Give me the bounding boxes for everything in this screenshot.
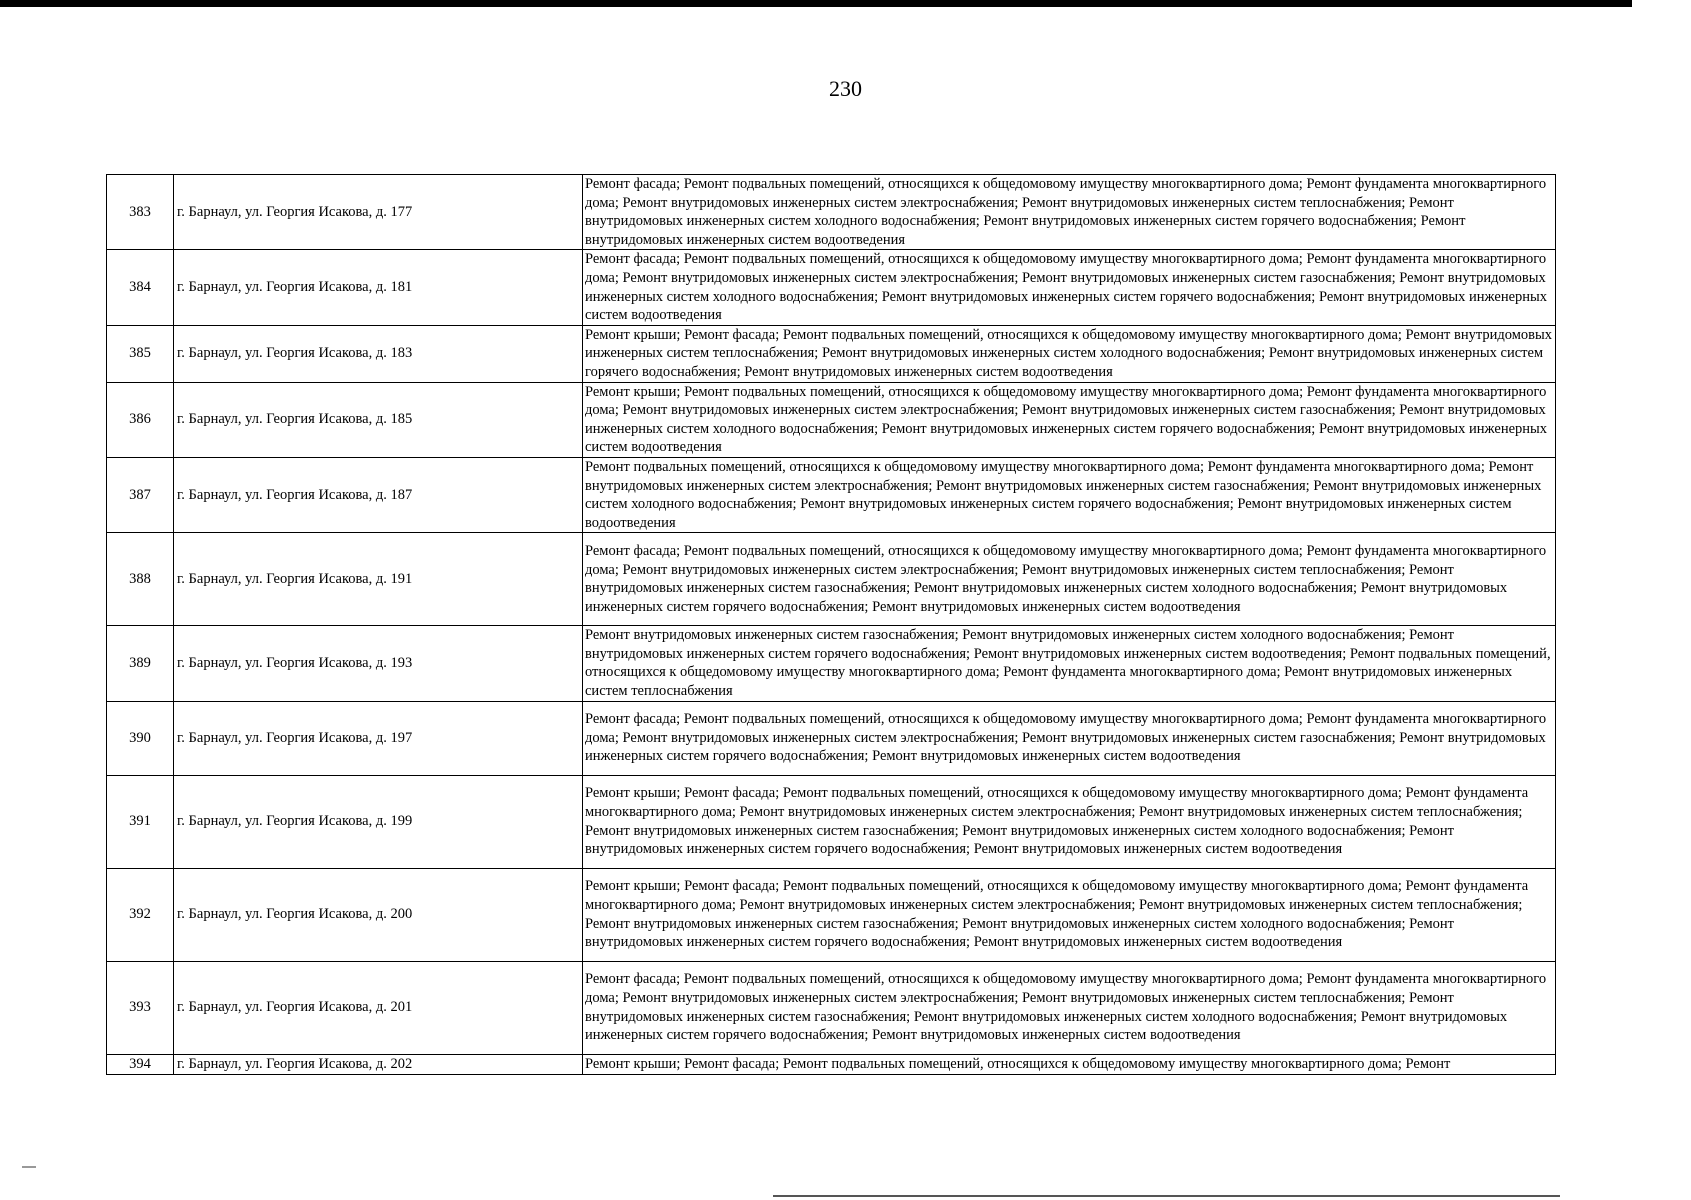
row-address: г. Барнаул, ул. Георгия Исакова, д. 200 <box>174 868 583 961</box>
row-address: г. Барнаул, ул. Георгия Исакова, д. 197 <box>174 701 583 775</box>
row-works: Ремонт крыши; Ремонт фасада; Ремонт подвальных помещений, относящихся к общедомовому имуществу многоквартирного дома; Ремонт <box>583 1054 1556 1074</box>
row-number: 389 <box>107 626 174 701</box>
row-number: 394 <box>107 1054 174 1074</box>
table-row <box>107 325 1556 382</box>
row-number: 393 <box>107 961 174 1054</box>
row-works: Ремонт крыши; Ремонт фасада; Ремонт подвальных помещений, относящихся к общедомовому имуществу многоквартирного дома; Ремонт фундамента многоквартирного дома; Ремонт внутридомовых инженерных систем электроснабжения; Ремонт внутридомовых инженерных систем теплоснабжения; Ремонт внутридомовых инженерных систем газоснабжения; Ремонт внутридомовых инженерных систем холодного водоснабжения; Ремонт внутридомовых инженерных систем горячего водоснабжения; Ремонт внутридомовых инженерных систем водоотведения <box>583 775 1556 868</box>
row-number: 386 <box>107 382 174 457</box>
row-works: Ремонт крыши; Ремонт подвальных помещений, относящихся к общедомовому имуществу многоквартирного дома; Ремонт фундамента многоквартирного дома; Ремонт внутридомовых инженерных систем электроснабжения; Ремонт внутридомовых инженерных систем газоснабжения; Ремонт внутридомовых инженерных систем холодного водоснабжения; Ремонт внутридомовых инженерных систем горячего водоснабжения; Ремонт внутридомовых инженерных систем водоотведения <box>583 382 1556 457</box>
row-number: 383 <box>107 175 174 250</box>
row-address: г. Барнаул, ул. Георгия Исакова, д. 202 <box>174 1054 583 1074</box>
row-address: г. Барнаул, ул. Георгия Исакова, д. 177 <box>174 175 583 250</box>
row-works: Ремонт крыши; Ремонт фасада; Ремонт подвальных помещений, относящихся к общедомовому имуществу многоквартирного дома; Ремонт фундамента многоквартирного дома; Ремонт внутридомовых инженерных систем электроснабжения; Ремонт внутридомовых инженерных систем теплоснабжения; Ремонт внутридомовых инженерных систем газоснабжения; Ремонт внутридомовых инженерных систем холодного водоснабжения; Ремонт внутридомовых инженерных систем горячего водоснабжения; Ремонт внутридомовых инженерных систем водоотведения <box>583 868 1556 961</box>
table-row <box>107 382 1556 457</box>
top-border-rule <box>0 0 1632 7</box>
page-number: 230 <box>829 76 862 101</box>
row-number: 388 <box>107 533 174 626</box>
row-works: Ремонт фасада; Ремонт подвальных помещений, относящихся к общедомовому имуществу многоквартирного дома; Ремонт фундамента многоквартирного дома; Ремонт внутридомовых инженерных систем электроснабжения; Ремонт внутридомовых инженерных систем газоснабжения; Ремонт внутридомовых инженерных систем горячего водоснабжения; Ремонт внутридомовых инженерных систем водоотведения <box>583 701 1556 775</box>
table-row <box>107 533 1556 626</box>
scan-mark <box>22 1166 36 1168</box>
row-address: г. Барнаул, ул. Георгия Исакова, д. 187 <box>174 457 583 532</box>
row-address: г. Барнаул, ул. Георгия Исакова, д. 185 <box>174 382 583 457</box>
row-number: 390 <box>107 701 174 775</box>
row-address: г. Барнаул, ул. Георгия Исакова, д. 183 <box>174 325 583 382</box>
repair-works-table <box>106 174 1556 1075</box>
row-works: Ремонт фасада; Ремонт подвальных помещений, относящихся к общедомовому имуществу многоквартирного дома; Ремонт фундамента многоквартирного дома; Ремонт внутридомовых инженерных систем электроснабжения; Ремонт внутридомовых инженерных систем газоснабжения; Ремонт внутридомовых инженерных систем холодного водоснабжения; Ремонт внутридомовых инженерных систем горячего водоснабжения; Ремонт внутридомовых инженерных систем водоотведения <box>583 250 1556 325</box>
row-number: 391 <box>107 775 174 868</box>
row-number: 384 <box>107 250 174 325</box>
table-row <box>107 775 1556 868</box>
table-row <box>107 250 1556 325</box>
row-address: г. Барнаул, ул. Георгия Исакова, д. 201 <box>174 961 583 1054</box>
row-works: Ремонт крыши; Ремонт фасада; Ремонт подвальных помещений, относящихся к общедомовому имуществу многоквартирного дома; Ремонт внутридомовых инженерных систем теплоснабжения; Ремонт внутридомовых инженерных систем холодного водоснабжения; Ремонт внутридомовых инженерных систем горячего водоснабжения; Ремонт внутридомовых инженерных систем водоотведения <box>583 325 1556 382</box>
table-row <box>107 961 1556 1054</box>
table-row <box>107 701 1556 775</box>
row-works: Ремонт внутридомовых инженерных систем газоснабжения; Ремонт внутридомовых инженерных систем холодного водоснабжения; Ремонт внутридомовых инженерных систем горячего водоснабжения; Ремонт внутридомовых инженерных систем водоотведения; Ремонт подвальных помещений, относящихся к общедомовому имуществу многоквартирного дома; Ремонт фундамента многоквартирного дома; Ремонт внутридомовых инженерных систем теплоснабжения <box>583 626 1556 701</box>
row-works: Ремонт фасада; Ремонт подвальных помещений, относящихся к общедомовому имуществу многоквартирного дома; Ремонт фундамента многоквартирного дома; Ремонт внутридомовых инженерных систем электроснабжения; Ремонт внутридомовых инженерных систем теплоснабжения; Ремонт внутридомовых инженерных систем холодного водоснабжения; Ремонт внутридомовых инженерных систем горячего водоснабжения; Ремонт внутридомовых инженерных систем водоотведения <box>583 175 1556 250</box>
row-works: Ремонт фасада; Ремонт подвальных помещений, относящихся к общедомовому имуществу многоквартирного дома; Ремонт фундамента многоквартирного дома; Ремонт внутридомовых инженерных систем электроснабжения; Ремонт внутридомовых инженерных систем теплоснабжения; Ремонт внутридомовых инженерных систем газоснабжения; Ремонт внутридомовых инженерных систем холодного водоснабжения; Ремонт внутридомовых инженерных систем горячего водоснабжения; Ремонт внутридомовых инженерных систем водоотведения <box>583 533 1556 626</box>
row-works: Ремонт фасада; Ремонт подвальных помещений, относящихся к общедомовому имуществу многоквартирного дома; Ремонт фундамента многоквартирного дома; Ремонт внутридомовых инженерных систем электроснабжения; Ремонт внутридомовых инженерных систем теплоснабжения; Ремонт внутридомовых инженерных систем газоснабжения; Ремонт внутридомовых инженерных систем холодного водоснабжения; Ремонт внутридомовых инженерных систем горячего водоснабжения; Ремонт внутридомовых инженерных систем водоотведения <box>583 961 1556 1054</box>
row-number: 387 <box>107 457 174 532</box>
row-works: Ремонт подвальных помещений, относящихся к общедомовому имуществу многоквартирного дома; Ремонт фундамента многоквартирного дома; Ремонт внутридомовых инженерных систем электроснабжения; Ремонт внутридомовых инженерных систем газоснабжения; Ремонт внутридомовых инженерных систем холодного водоснабжения; Ремонт внутридомовых инженерных систем горячего водоснабжения; Ремонт внутридомовых инженерных систем водоотведения <box>583 457 1556 532</box>
table-row <box>107 1054 1556 1074</box>
row-address: г. Барнаул, ул. Георгия Исакова, д. 191 <box>174 533 583 626</box>
table-row <box>107 868 1556 961</box>
table-row <box>107 175 1556 250</box>
row-address: г. Барнаул, ул. Георгия Исакова, д. 181 <box>174 250 583 325</box>
row-address: г. Барнаул, ул. Георгия Исакова, д. 193 <box>174 626 583 701</box>
table-row <box>107 457 1556 532</box>
bottom-rule <box>773 1195 1560 1197</box>
row-number: 392 <box>107 868 174 961</box>
table-row <box>107 626 1556 701</box>
row-address: г. Барнаул, ул. Георгия Исакова, д. 199 <box>174 775 583 868</box>
row-number: 385 <box>107 325 174 382</box>
